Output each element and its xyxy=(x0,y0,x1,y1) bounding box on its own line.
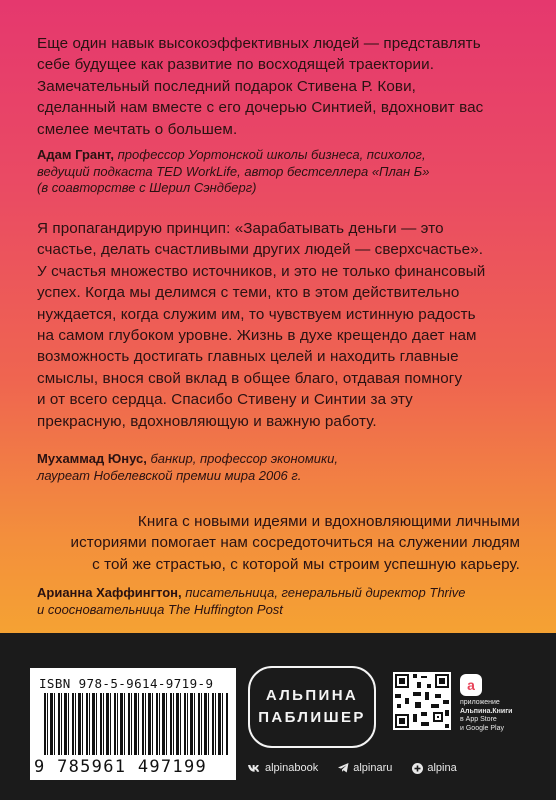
attribution-adam-grant xyxy=(37,147,429,197)
quote-line: себе будущее как развитие по восходящей траектории. xyxy=(37,56,435,74)
author-name: Арианна Хаффингтон, xyxy=(37,585,182,600)
quote-line: нуждается, когда служим им, то чувствуем истинную радость xyxy=(37,305,476,323)
quote-line: историями помогает нам сосредоточиться на служении людям xyxy=(70,534,520,552)
quote-line: Я пропагандирую принцип: «Зарабатывать деньги — это xyxy=(37,220,444,237)
author-credit: и соосновательница The Huffington Post xyxy=(37,601,283,617)
quote-line: возможность достигать главных целей и находить главные xyxy=(37,348,459,366)
quote-line: смелее мечтать о большем. xyxy=(37,120,238,138)
social-links xyxy=(248,762,457,774)
barcode-bars xyxy=(44,693,228,755)
author-credit: ведущий подкаста TED WorkLife, автор бестселлера «План Б» xyxy=(37,163,430,179)
quote-line: на самом глубоком уровне. Жизнь в духе крещендо дает нам xyxy=(37,327,477,345)
social-label: alpinaru xyxy=(353,762,393,774)
author-credit: банкир, профессор экономики, xyxy=(146,451,339,466)
app-promo-line: и Google Play xyxy=(460,724,504,732)
isbn-text: ISBN 978-5-9614-9719-9 xyxy=(39,676,214,691)
quote-line: и от всего сердца. Спасибо Стивену и Синтии за эту xyxy=(37,391,413,409)
author-credit: писательница, генеральный директор Thrive xyxy=(181,585,466,600)
author-name: Мухаммад Юнус, xyxy=(37,451,147,466)
quote-line: сделанный нам вместе с его дочерью Синтией, вдохновит вас xyxy=(37,99,484,117)
publisher-logo-line: ПАБЛИШЕР xyxy=(258,709,366,726)
quote-line: успех. Когда мы делимся с теми, кто в этом действительно xyxy=(37,284,460,302)
ean-number: 9 785961 497199 xyxy=(34,757,208,777)
quote-adam-grant xyxy=(37,33,483,140)
social-vk[interactable] xyxy=(248,762,318,774)
quote-line: Книга с новыми идеями и вдохновляющими личными xyxy=(137,513,520,530)
publisher-logo xyxy=(248,666,376,748)
add-circle-icon xyxy=(412,763,423,774)
author-credit: (в соавторстве с Шерил Сэндберг) xyxy=(37,180,257,195)
app-promo-line: в App Store xyxy=(460,716,497,724)
telegram-icon xyxy=(338,763,349,773)
app-promo-line: приложение xyxy=(460,699,500,706)
app-promo xyxy=(460,699,512,733)
social-alpina[interactable] xyxy=(412,762,456,774)
quote-line: смыслы, внося свой вклад в общее благо, отдавая помногу xyxy=(37,369,463,387)
vk-icon xyxy=(248,764,261,773)
quote-line: Замечательный последний подарок Стивена Р. Кови, xyxy=(37,77,416,95)
author-name: Адам Грант, xyxy=(37,147,114,162)
social-telegram[interactable] xyxy=(338,762,392,774)
attribution-muhammad-yunus xyxy=(37,451,338,484)
social-label: alpina xyxy=(427,762,457,774)
quote-line: прекрасную, вдохновляющую и важную работу. xyxy=(37,412,377,430)
app-logo-icon: a xyxy=(460,674,482,696)
quote-line: Еще один навык высокоэффективных людей — представлять xyxy=(37,35,481,52)
qr-code xyxy=(393,672,451,730)
author-credit: лауреат Нобелевской премии мира 2006 г. xyxy=(37,467,302,483)
quote-line: У счастья множество источников, и это не только финансовый xyxy=(37,262,486,280)
quote-line: с той же страстью, с которой мы строим успешную карьеру. xyxy=(92,555,520,573)
publisher-logo-line: АЛЬПИНА xyxy=(265,687,359,704)
social-label: alpinabook xyxy=(265,762,319,774)
author-credit: профессор Уортонской школы бизнеса, психолог, xyxy=(114,147,426,162)
quote-arianna-huffington xyxy=(71,511,520,575)
app-promo-line: Альпина.Книги xyxy=(460,707,513,715)
quote-line: счастье, делать счастливыми других людей — сверхсчастье». xyxy=(37,241,484,259)
quote-muhammad-yunus xyxy=(37,218,485,432)
attribution-arianna-huffington xyxy=(37,585,466,618)
